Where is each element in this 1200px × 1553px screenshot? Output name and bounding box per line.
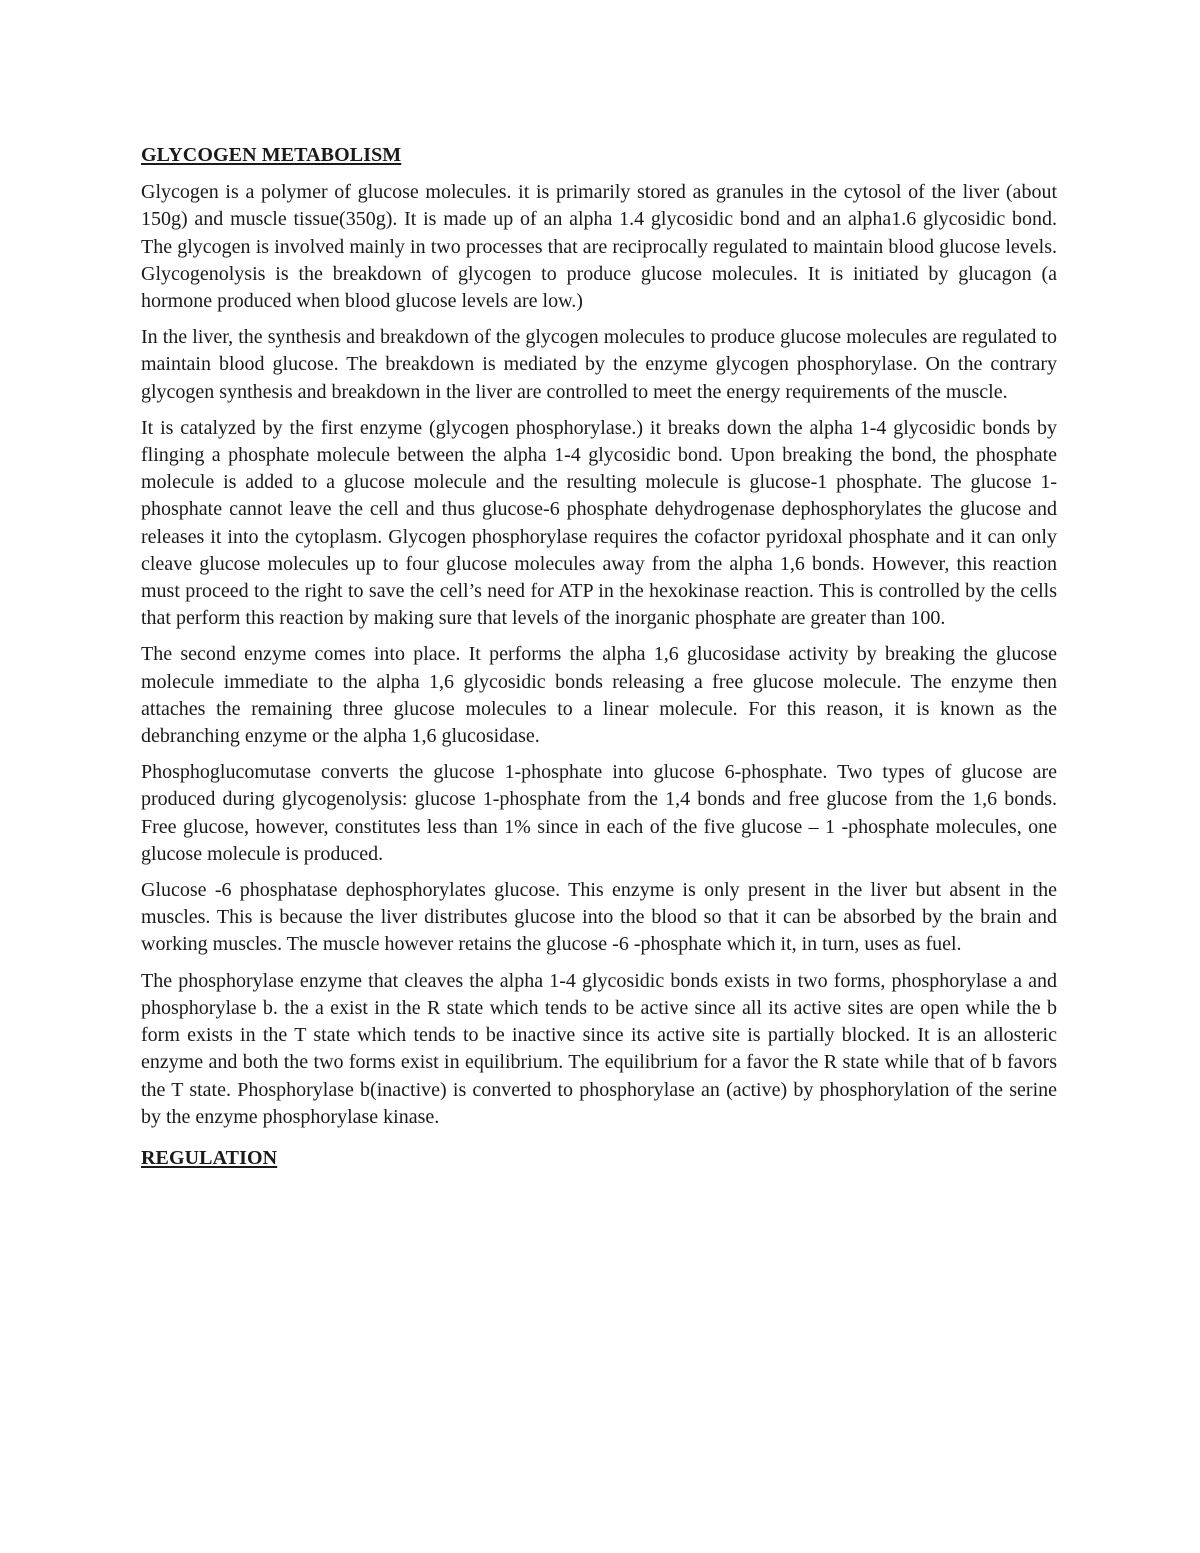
- paragraph-phosphoglucomutase: Phosphoglucomutase converts the glucose 1-phosphate into glucose 6-phosphate. Two types of glucose are produced during glycogenolysis: glucose 1-phosphate from the 1,4 bonds and free glucose from the 1,6 bonds. Free glucose, however, constitutes less than 1% since in each of the five glucose – 1 -phosphate molecules, one glucose molecule is produced.: [141, 761, 1057, 865]
- paragraph-glycogen-intro: Glycogen is a polymer of glucose molecules. it is primarily stored as granules in the cytosol of the liver (about 150g) and muscle tissue(350g). It is made up of an alpha 1.4 glycosidic bond and an alpha1.6 glycosidic bond. The glycogen is involved mainly in two processes that are reciprocally regulated to maintain blood glucose levels. Glycogenolysis is the breakdown of glycogen to produce glucose molecules. It is initiated by glucagon (a hormone produced when blood glucose levels are low.): [141, 181, 1057, 313]
- section-heading-regulation: REGULATION: [141, 1146, 278, 1169]
- paragraph-glucose-6-phosphatase: Glucose -6 phosphatase dephosphorylates glucose. This enzyme is only present in the liver but absent in the muscles. This is because the liver distributes glucose into the blood so that it can be absorbed by the brain and working muscles. The muscle however retains the glucose -6 -phosphate which it, in turn, uses as fuel.: [141, 879, 1057, 956]
- paragraph-second-enzyme: The second enzyme comes into place. It performs the alpha 1,6 glucosidase activity by breaking the glucose molecule immediate to the alpha 1,6 glycosidic bonds releasing a free glucose molecule. The enzyme then attaches the remaining three glucose molecules to a linear molecule. For this reason, it is known as the debranching enzyme or the alpha 1,6 glucosidase.: [141, 643, 1057, 748]
- document-title: GLYCOGEN METABOLISM: [141, 144, 402, 166]
- paragraph-first-enzyme: It is catalyzed by the first enzyme (glycogen phosphorylase.) it breaks down the alpha 1-4 glycosidic bonds by flinging a phosphate molecule between the alpha 1-4 glycosidic bond. Upon breaking the bond, the phosphate molecule is added to a glucose molecule and the resulting molecule is glucose-1 phosphate. The glucose 1-phosphate cannot leave the cell and thus glucose-6 phosphate dehydrogenase dephosphorylates the glucose and releases it into the cytoplasm. Glycogen phosphorylase requires the cofactor pyridoxal phosphate and it can only cleave glucose molecules up to four glucose molecules away from the alpha 1,6 bonds. However, this reaction must proceed to the right to save the cell’s need for ATP in the hexokinase reaction. This is controlled by the cells that perform this reaction by making sure that levels of the inorganic phosphate are greater than 100.: [141, 416, 1057, 630]
- paragraph-phosphorylase-forms: The phosphorylase enzyme that cleaves the alpha 1-4 glycosidic bonds exists in two forms, phosphorylase a and phosphorylase b. the a exist in the R state which tends to be active since all its active sites are open while the b form exists in the T state which tends to be inactive since its active site is partially blocked. It is an allosteric enzyme and both the two forms exist in equilibrium. The equilibrium for a favor the R state while that of b favors the T state. Phosphorylase b(inactive) is converted to phosphorylase an (active) by phosphorylation of the serine by the enzyme phosphorylase kinase.: [141, 969, 1057, 1128]
- paragraph-liver-synthesis: In the liver, the synthesis and breakdown of the glycogen molecules to produce glucose molecules are regulated to maintain blood glucose. The breakdown is mediated by the enzyme glycogen phosphorylase. On the contrary glycogen synthesis and breakdown in the liver are controlled to meet the energy requirements of the muscle.: [141, 326, 1057, 403]
- document-body: [141, 142, 1057, 1182]
